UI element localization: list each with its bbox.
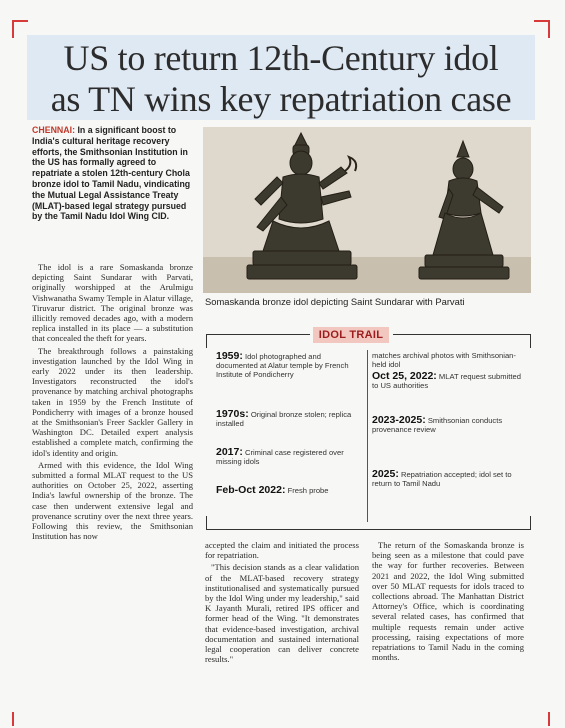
- body-paragraph: The idol is a rare Somaskanda bronze depicting Saint Sundarar with Parvati, originally worshipped at the Arulmigu Vishwanatha Swamy Temple in Alatur village, Tiruvarur district. The original bronze was illicitly removed decades ago, with a modern replica installed in its place — a substitution that concealed the theft for years.: [32, 262, 193, 344]
- body-paragraph: Armed with this evidence, the Idol Wing submitted a formal MLAT request to the US authorities on October 25, 2022, asserting India's lawful ownership of the bronze. The case then underwent extensive legal and provenance scrutiny over the next three years. Following this review, the Smithsonian Institution has now: [32, 459, 193, 542]
- article-column-2: [205, 540, 359, 666]
- trail-text: Fresh probe: [285, 486, 329, 495]
- photo-caption: Somaskanda bronze idol depicting Saint Sundarar with Parvati: [205, 296, 465, 307]
- corner-mark-bottom-right: [548, 712, 550, 726]
- lead-text: In a significant boost to India's cultural heritage recovery efforts, the Smithsonian Institution in the US has formally agreed to repatriate a stolen 12th-century Chola bronze idol to Tamil Nadu, vindicating the Mutual Legal Assistance Treaty (MLAT)-based legal strategy pursued by the Tamil Nadu Idol Wing CID.: [32, 125, 191, 222]
- trail-entry: [216, 352, 362, 380]
- trail-text: Smithsonian conducts provenance review: [372, 416, 503, 435]
- corner-mark-top-left-vertical: [12, 20, 14, 38]
- trail-entry: [372, 416, 522, 434]
- trail-year: Feb-Oct 2022:: [216, 484, 286, 496]
- trail-border-bottom-right: [530, 516, 531, 530]
- headline-line-2: as TN wins key repatriation case: [50, 79, 512, 119]
- lead-paragraph: [32, 125, 193, 222]
- trail-text: Idol photographed and documented at Alatur temple by French Institute of Pondicherry: [216, 352, 349, 380]
- trail-year: 2023-2025:: [372, 414, 426, 426]
- corner-mark-top-left: [12, 20, 28, 22]
- body-paragraph: "This decision stands as a clear validation of the MLAT-based recovery strategy institutionalised and systematically pursued by the Idol Wing under my leadership," said K Jayanth Murali, retired IPS officer and former head of the Wing. "It demonstrates that evidence-based investigation, archival documentation and sustained international legal cooperation can deliver concrete results.": [205, 562, 359, 665]
- trail-year: 1959:: [216, 350, 243, 362]
- trail-border-top-right: [393, 334, 531, 335]
- headline-line-1: US to return 12th-Century idol: [63, 38, 499, 78]
- trail-entry: [372, 372, 522, 390]
- body-paragraph: The breakthrough follows a painstaking investigation launched by the Idol Wing in early 2022 under its then leadership. Investigators reconstructed the idol's provenance by matching archival photographs taken in 1959 by the French Institute of Pondicherry with images of a bronze housed at the Smithsonian's Freer Sackler Gallery in Washington DC. Detailed expert analysis established a complete match, confirming the idol's identity and origin.: [32, 345, 193, 458]
- trail-year: 1970s:: [216, 408, 249, 420]
- trail-year: Oct 25, 2022:: [372, 370, 437, 382]
- trail-divider: [367, 350, 368, 522]
- trail-entry: [216, 486, 362, 495]
- bronze-idols-image: [203, 127, 531, 293]
- trail-text: MLAT request submitted to US authorities: [372, 372, 521, 391]
- trail-entry: [216, 448, 362, 466]
- trail-text: Original bronze stolen; replica installed: [216, 410, 352, 429]
- trail-border-bottom-left: [206, 516, 207, 530]
- dateline: CHENNAI:: [32, 125, 76, 135]
- trail-border-right: [530, 334, 531, 348]
- trail-continuation: matches archival photos with Smithsonian-held idol: [372, 351, 516, 370]
- trail-entry: [372, 470, 522, 488]
- body-paragraph: accepted the claim and initiated the process for repatriation.: [205, 540, 359, 561]
- trail-year: 2017:: [216, 446, 243, 458]
- body-paragraph: The return of the Somaskanda bronze is being seen as a milestone that could pave the way for further recoveries. Between 2021 and 2022, the Idol Wing submitted over 50 MLAT requests for idols traced to collections abroad. The Manhattan District Attorney's Office, which is coordinating several related cases, has confirmed that multiple requests remain under active processing, raising expectations of more repatriations to Tamil Nadu in the coming months.: [372, 540, 524, 663]
- trail-title: IDOL TRAIL: [313, 327, 389, 343]
- article-column-1: [32, 262, 193, 543]
- corner-mark-bottom-left: [12, 712, 14, 726]
- trail-year: 2025:: [372, 468, 399, 480]
- trail-border-top-left: [206, 334, 310, 335]
- trail-text: Criminal case registered over missing idols: [216, 448, 344, 467]
- article-column-3: [372, 540, 524, 664]
- corner-mark-top-right-vertical: [548, 20, 550, 38]
- trail-entry: [216, 410, 362, 428]
- trail-text: Repatriation accepted; idol set to return to Tamil Nadu: [372, 470, 512, 489]
- trail-border-left: [206, 334, 207, 348]
- idol-photograph: [203, 127, 531, 293]
- trail-border-bottom: [206, 529, 531, 530]
